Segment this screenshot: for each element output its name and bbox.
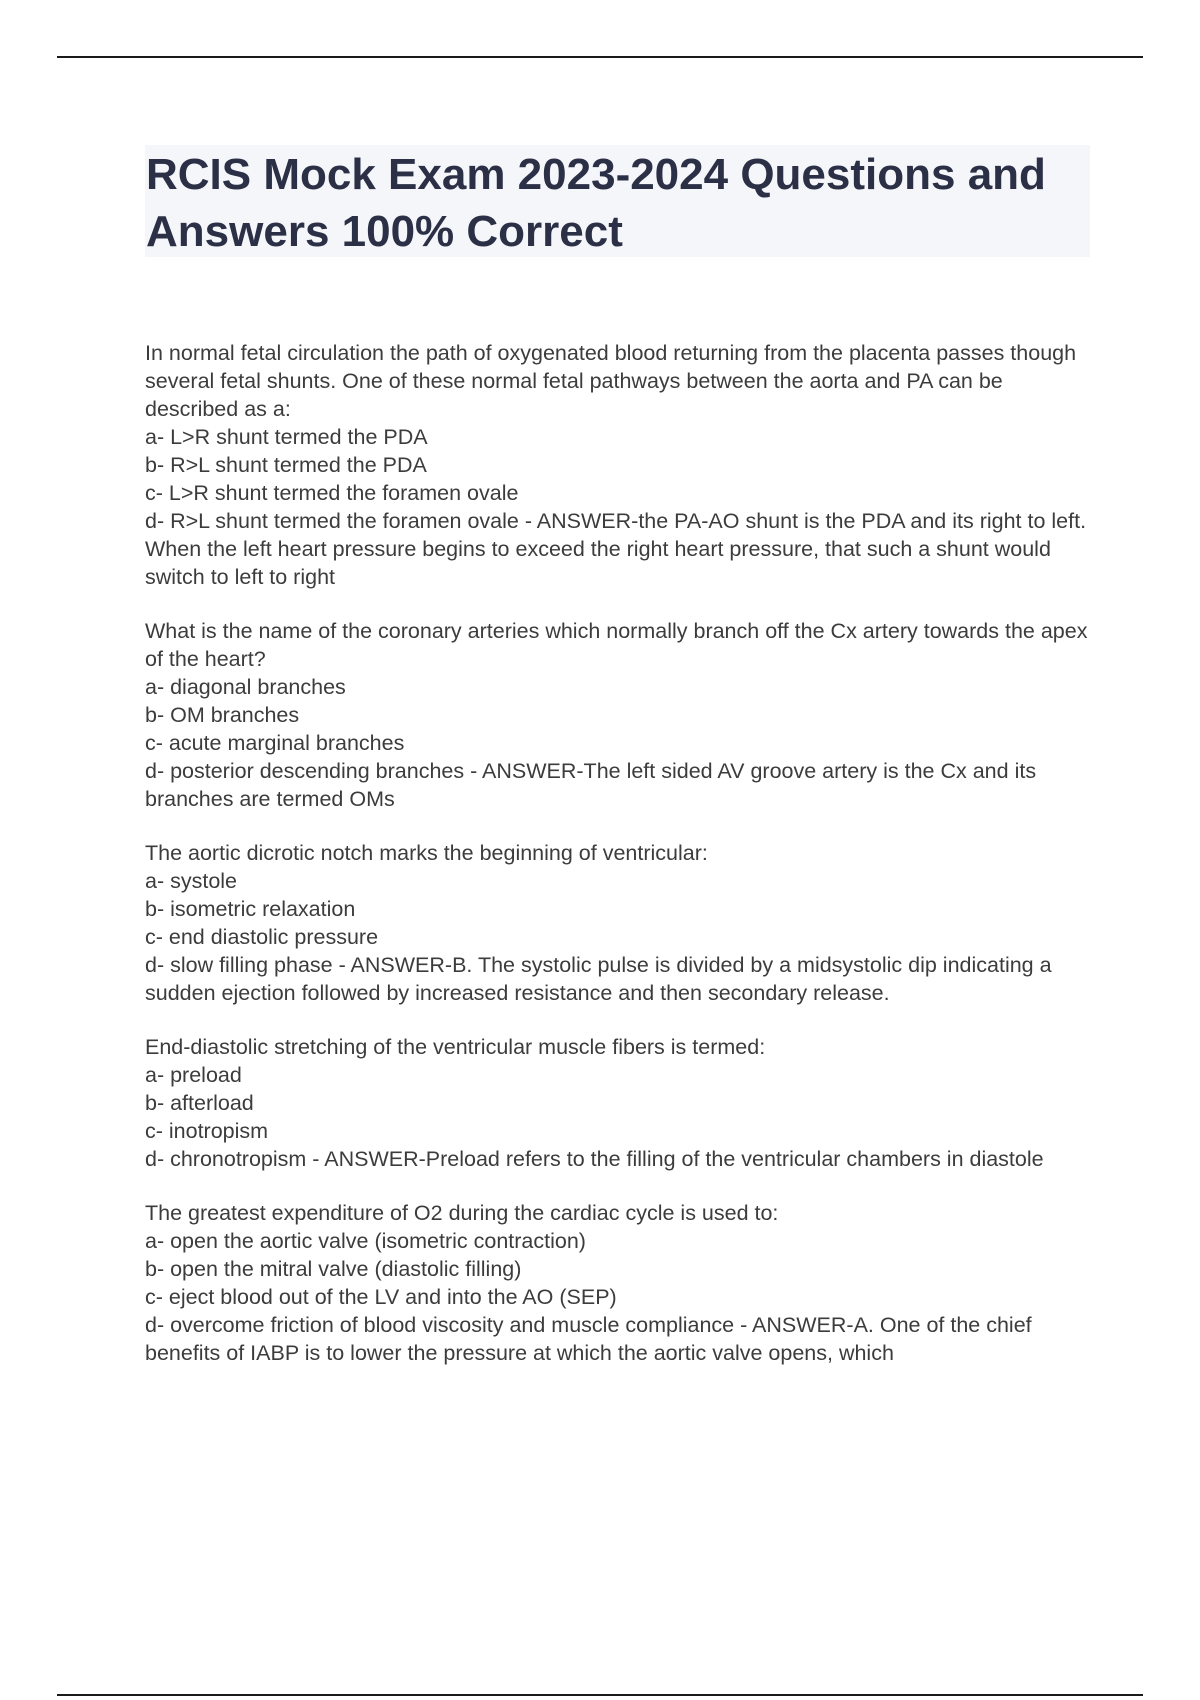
option-b: b- afterload [145, 1091, 254, 1115]
option-b: b- open the mitral valve (diastolic filling) [145, 1257, 522, 1281]
question-block-3 [145, 839, 1100, 1007]
option-d-with-answer: d- chronotropism - ANSWER-Preload refers to the filling of the ventricular chambers in diastole [145, 1147, 1044, 1171]
question-text: The aortic dicrotic notch marks the beginning of ventricular: [145, 841, 708, 865]
option-c: c- end diastolic pressure [145, 925, 379, 949]
question-block-4 [145, 1033, 1100, 1173]
question-block-2 [145, 617, 1100, 813]
option-b: b- R>L shunt termed the PDA [145, 453, 427, 477]
option-a: a- open the aortic valve (isometric contraction) [145, 1229, 586, 1253]
question-block-1 [145, 339, 1100, 591]
question-text: In normal fetal circulation the path of oxygenated blood returning from the placenta passes though several fetal shunts. One of these normal fetal pathways between the aorta and PA can be described as a: [145, 341, 1077, 421]
option-a: a- L>R shunt termed the PDA [145, 425, 428, 449]
option-d-with-answer: d- overcome friction of blood viscosity and muscle compliance - ANSWER-A. One of the chief benefits of IABP is to lower the pressure at which the aortic valve opens, which [145, 1313, 1032, 1365]
bottom-rule [57, 1694, 1143, 1696]
option-a: a- preload [145, 1063, 242, 1087]
option-c: c- inotropism [145, 1119, 269, 1143]
question-list [145, 339, 1100, 1393]
question-block-5 [145, 1199, 1100, 1367]
option-d-with-answer: d- slow filling phase - ANSWER-B. The systolic pulse is divided by a midsystolic dip indicating a sudden ejection followed by increased resistance and then secondary release. [145, 953, 1052, 1005]
top-rule [57, 56, 1143, 58]
option-c: c- acute marginal branches [145, 731, 405, 755]
document-title: RCIS Mock Exam 2023-2024 Questions and Answers 100% Correct [146, 150, 1046, 256]
question-text: End-diastolic stretching of the ventricular muscle fibers is termed: [145, 1035, 766, 1059]
option-c: c- eject blood out of the LV and into the AO (SEP) [145, 1285, 617, 1309]
option-b: b- isometric relaxation [145, 897, 356, 921]
option-a: a- diagonal branches [145, 675, 346, 699]
option-c: c- L>R shunt termed the foramen ovale [145, 481, 519, 505]
option-d-with-answer: d- R>L shunt termed the foramen ovale - ANSWER-the PA-AO shunt is the PDA and its right to left. When the left heart pressure begins to exceed the right heart pressure, that such a shunt would switch to left to right [145, 509, 1087, 589]
option-d-with-answer: d- posterior descending branches - ANSWER-The left sided AV groove artery is the Cx and its branches are termed OMs [145, 759, 1037, 811]
option-b: b- OM branches [145, 703, 300, 727]
option-a: a- systole [145, 869, 238, 893]
question-text: What is the name of the coronary arteries which normally branch off the Cx artery towards the apex of the heart? [145, 619, 1088, 671]
question-text: The greatest expenditure of O2 during the cardiac cycle is used to: [145, 1201, 779, 1225]
